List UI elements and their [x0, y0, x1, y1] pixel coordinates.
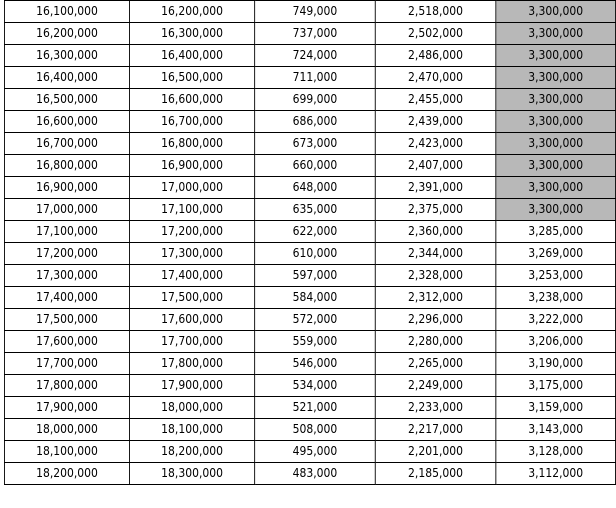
table-cell[interactable]: 508,000 [255, 419, 376, 441]
table-cell[interactable]: 17,200,000 [130, 221, 255, 243]
table-cell[interactable]: 17,900,000 [130, 375, 255, 397]
table-cell[interactable]: 3,112,000 [496, 463, 616, 485]
table-cell[interactable]: 2,423,000 [375, 133, 496, 155]
table-cell[interactable]: 648,000 [255, 177, 376, 199]
table-cell[interactable]: 483,000 [255, 463, 376, 485]
table-cell[interactable]: 17,500,000 [4, 309, 129, 331]
table-cell[interactable]: 3,222,000 [496, 309, 616, 331]
table-cell[interactable]: 2,233,000 [375, 397, 496, 419]
table-cell[interactable]: 3,285,000 [496, 221, 616, 243]
table-cell[interactable]: 2,312,000 [375, 287, 496, 309]
table-cell[interactable]: 17,700,000 [4, 353, 129, 375]
table-cell[interactable]: 546,000 [255, 353, 376, 375]
table-cell[interactable]: 17,500,000 [130, 287, 255, 309]
table-cell[interactable]: 17,000,000 [130, 177, 255, 199]
table-cell[interactable]: 17,200,000 [4, 243, 129, 265]
table-row [4, 111, 615, 133]
table-body [4, 1, 615, 485]
table-cell[interactable]: 16,700,000 [4, 133, 129, 155]
table-row [4, 89, 615, 111]
table-cell[interactable]: 3,190,000 [496, 353, 616, 375]
table-cell[interactable]: 18,300,000 [130, 463, 255, 485]
table-cell[interactable]: 17,300,000 [4, 265, 129, 287]
table-cell[interactable]: 3,253,000 [496, 265, 616, 287]
table-row [4, 221, 615, 243]
table-cell[interactable]: 2,486,000 [375, 45, 496, 67]
table-cell[interactable]: 2,249,000 [375, 375, 496, 397]
table-row [4, 155, 615, 177]
table-cell[interactable]: 3,143,000 [496, 419, 616, 441]
table-cell[interactable]: 3,300,000 [496, 177, 616, 199]
table-cell[interactable]: 17,600,000 [4, 331, 129, 353]
table-cell[interactable]: 2,360,000 [375, 221, 496, 243]
table-cell[interactable]: 2,265,000 [375, 353, 496, 375]
table-cell[interactable]: 2,296,000 [375, 309, 496, 331]
table-row [4, 331, 615, 353]
table-row [4, 1, 615, 23]
table-cell[interactable]: 16,500,000 [4, 89, 129, 111]
table-cell[interactable]: 3,206,000 [496, 331, 616, 353]
table-cell[interactable]: 16,400,000 [4, 67, 129, 89]
table-cell[interactable]: 16,200,000 [130, 1, 255, 23]
table-cell[interactable]: 737,000 [255, 23, 376, 45]
table-cell[interactable]: 16,200,000 [4, 23, 129, 45]
table-cell[interactable]: 17,700,000 [130, 331, 255, 353]
table-cell[interactable]: 749,000 [255, 1, 376, 23]
table-cell[interactable]: 17,400,000 [130, 265, 255, 287]
table-cell[interactable]: 18,000,000 [130, 397, 255, 419]
table-cell[interactable]: 18,100,000 [4, 441, 129, 463]
table-cell[interactable]: 686,000 [255, 111, 376, 133]
table-row [4, 199, 615, 221]
table-cell[interactable]: 18,100,000 [130, 419, 255, 441]
table-cell[interactable]: 16,300,000 [130, 23, 255, 45]
table-cell[interactable]: 16,900,000 [4, 177, 129, 199]
table-cell[interactable]: 2,201,000 [375, 441, 496, 463]
table-row [4, 133, 615, 155]
table-row [4, 441, 615, 463]
table-cell[interactable]: 3,300,000 [496, 155, 616, 177]
table-cell[interactable]: 3,269,000 [496, 243, 616, 265]
table-row [4, 23, 615, 45]
table-cell[interactable]: 2,280,000 [375, 331, 496, 353]
table-cell[interactable]: 635,000 [255, 199, 376, 221]
table-cell[interactable]: 3,159,000 [496, 397, 616, 419]
table-cell[interactable]: 16,100,000 [4, 1, 129, 23]
table-cell[interactable]: 597,000 [255, 265, 376, 287]
table-cell[interactable]: 3,300,000 [496, 199, 616, 221]
table-cell[interactable]: 16,900,000 [130, 155, 255, 177]
table-cell[interactable]: 2,328,000 [375, 265, 496, 287]
table-cell[interactable]: 2,185,000 [375, 463, 496, 485]
table-cell[interactable]: 3,300,000 [496, 45, 616, 67]
table-cell[interactable]: 16,700,000 [130, 111, 255, 133]
table-cell[interactable]: 2,439,000 [375, 111, 496, 133]
table-cell[interactable]: 572,000 [255, 309, 376, 331]
table-cell[interactable]: 3,175,000 [496, 375, 616, 397]
table-cell[interactable]: 2,518,000 [375, 1, 496, 23]
table-cell[interactable]: 495,000 [255, 441, 376, 463]
table-cell[interactable]: 2,217,000 [375, 419, 496, 441]
table-row [4, 67, 615, 89]
table-cell[interactable]: 2,344,000 [375, 243, 496, 265]
table-cell[interactable]: 16,400,000 [130, 45, 255, 67]
table-cell[interactable]: 711,000 [255, 67, 376, 89]
table-cell[interactable]: 559,000 [255, 331, 376, 353]
table-row [4, 397, 615, 419]
table-row [4, 463, 615, 485]
table-cell[interactable]: 3,300,000 [496, 133, 616, 155]
table-cell[interactable]: 2,455,000 [375, 89, 496, 111]
table-cell[interactable]: 521,000 [255, 397, 376, 419]
table-cell[interactable]: 17,800,000 [4, 375, 129, 397]
table-cell[interactable]: 660,000 [255, 155, 376, 177]
table-row [4, 287, 615, 309]
table-cell[interactable]: 699,000 [255, 89, 376, 111]
table-cell[interactable]: 17,400,000 [4, 287, 129, 309]
table-cell[interactable]: 534,000 [255, 375, 376, 397]
table-cell[interactable]: 2,470,000 [375, 67, 496, 89]
data-table [4, 0, 616, 485]
table-cell[interactable]: 16,300,000 [4, 45, 129, 67]
table-cell[interactable]: 3,300,000 [496, 111, 616, 133]
table-cell[interactable]: 584,000 [255, 287, 376, 309]
table-cell[interactable]: 17,900,000 [4, 397, 129, 419]
table-cell[interactable]: 17,300,000 [130, 243, 255, 265]
table-row [4, 265, 615, 287]
table-cell[interactable]: 3,300,000 [496, 89, 616, 111]
table-cell[interactable]: 673,000 [255, 133, 376, 155]
table-cell[interactable]: 724,000 [255, 45, 376, 67]
table-cell[interactable]: 2,391,000 [375, 177, 496, 199]
table-cell[interactable]: 2,375,000 [375, 199, 496, 221]
table-cell[interactable]: 3,300,000 [496, 1, 616, 23]
table-cell[interactable]: 17,100,000 [4, 221, 129, 243]
table-cell[interactable]: 16,600,000 [4, 111, 129, 133]
table-cell[interactable]: 16,800,000 [4, 155, 129, 177]
table-cell[interactable]: 16,800,000 [130, 133, 255, 155]
table-cell[interactable]: 17,100,000 [130, 199, 255, 221]
table-cell[interactable]: 17,600,000 [130, 309, 255, 331]
table-cell[interactable]: 17,000,000 [4, 199, 129, 221]
table-cell[interactable]: 18,200,000 [4, 463, 129, 485]
table-cell[interactable]: 610,000 [255, 243, 376, 265]
table-cell[interactable]: 622,000 [255, 221, 376, 243]
table-cell[interactable]: 2,407,000 [375, 155, 496, 177]
table-cell[interactable]: 16,600,000 [130, 89, 255, 111]
table-row [4, 419, 615, 441]
table-row [4, 375, 615, 397]
table-cell[interactable]: 2,502,000 [375, 23, 496, 45]
table-cell[interactable]: 3,300,000 [496, 23, 616, 45]
table-row [4, 177, 615, 199]
table-cell[interactable]: 18,200,000 [130, 441, 255, 463]
table-row [4, 243, 615, 265]
table-cell[interactable]: 17,800,000 [130, 353, 255, 375]
table-cell[interactable]: 18,000,000 [4, 419, 129, 441]
table-cell[interactable]: 16,500,000 [130, 67, 255, 89]
table-row [4, 309, 615, 331]
table-cell[interactable]: 3,128,000 [496, 441, 616, 463]
table-row [4, 353, 615, 375]
table-row [4, 45, 615, 67]
table-cell[interactable]: 3,300,000 [496, 67, 616, 89]
table-cell[interactable]: 3,238,000 [496, 287, 616, 309]
